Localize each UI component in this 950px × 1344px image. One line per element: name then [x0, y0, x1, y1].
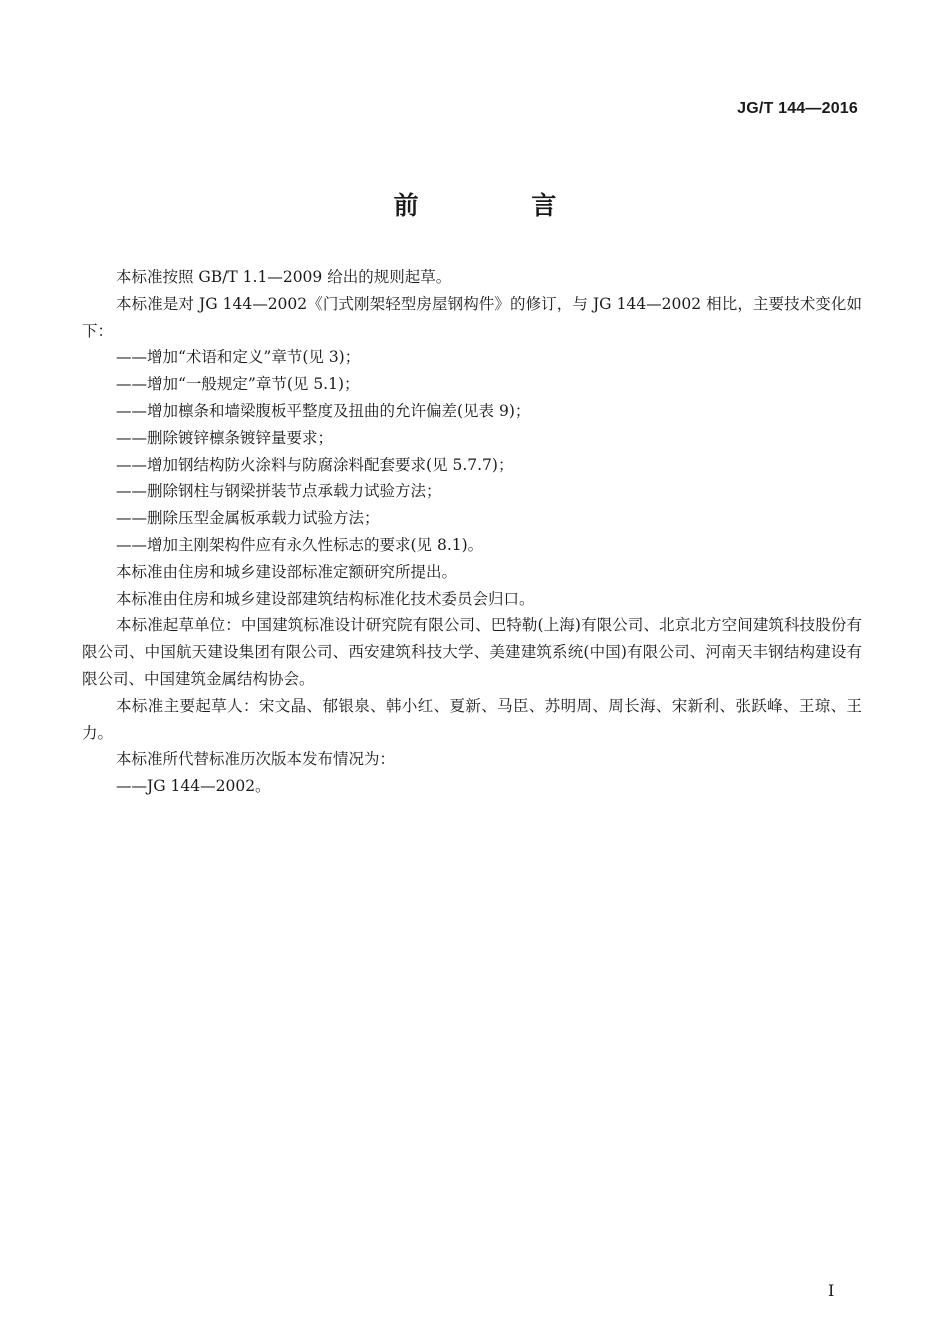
page-number: I	[828, 1281, 835, 1300]
list-item: ——删除镀锌檩条镀锌量要求；	[116, 428, 334, 447]
list-item: ——增加“一般规定”章节(见 5.1)；	[116, 375, 360, 394]
paragraph-revision-summary: 本标准是对 JG 144—2002《门式刚架轻型房屋钢构件》的修订，与 JG 144—2002 相比，主要技术变化如下：	[82, 294, 862, 340]
list-item: ——JG 144—2002。	[116, 777, 271, 796]
list-item: ——增加钢结构防火涂料与防腐涂料配套要求(见 5.7.7)；	[116, 455, 514, 474]
paragraph-proposer: 本标准由住房和城乡建设部标准定额研究所提出。	[116, 562, 458, 581]
document-body	[82, 264, 862, 800]
list-item: ——增加“术语和定义”章节(见 3)；	[116, 348, 361, 367]
paragraph-drafting-units: 本标准起草单位：中国建筑标准设计研究院有限公司、巴特勒(上海)有限公司、北京北方空间建筑科技股份有限公司、中国航天建设集团有限公司、西安建筑科技大学、美建建筑系统(中国)有限公司、河南天丰钢结构建设有限公司、中国建筑金属结构协会。	[82, 616, 862, 688]
paragraph-drafting-rules: 本标准按照 GB/T 1.1—2009 给出的规则起草。	[116, 268, 452, 286]
list-item: ——删除钢柱与钢梁拼装节点承载力试验方法；	[116, 482, 442, 501]
standard-code-header: JG/T 144—2016	[737, 100, 858, 117]
paragraph-drafters: 本标准主要起草人：宋文晶、郁银泉、韩小红、夏新、马臣、苏明周、周长海、宋新利、张跃峰、王琼、王力。	[82, 696, 862, 742]
page-title: 前 言	[393, 191, 609, 220]
list-item: ——增加主刚架构件应有永久性标志的要求(见 8.1)。	[116, 535, 484, 554]
list-item: ——增加檩条和墙梁腹板平整度及扭曲的允许偏差(见表 9)；	[116, 401, 531, 420]
paragraph-version-history: 本标准所代替标准历次版本发布情况为：	[116, 750, 396, 769]
paragraph-administrator: 本标准由住房和城乡建设部建筑结构标准化技术委员会归口。	[116, 589, 535, 608]
list-item: ——删除压型金属板承载力试验方法；	[116, 509, 380, 528]
